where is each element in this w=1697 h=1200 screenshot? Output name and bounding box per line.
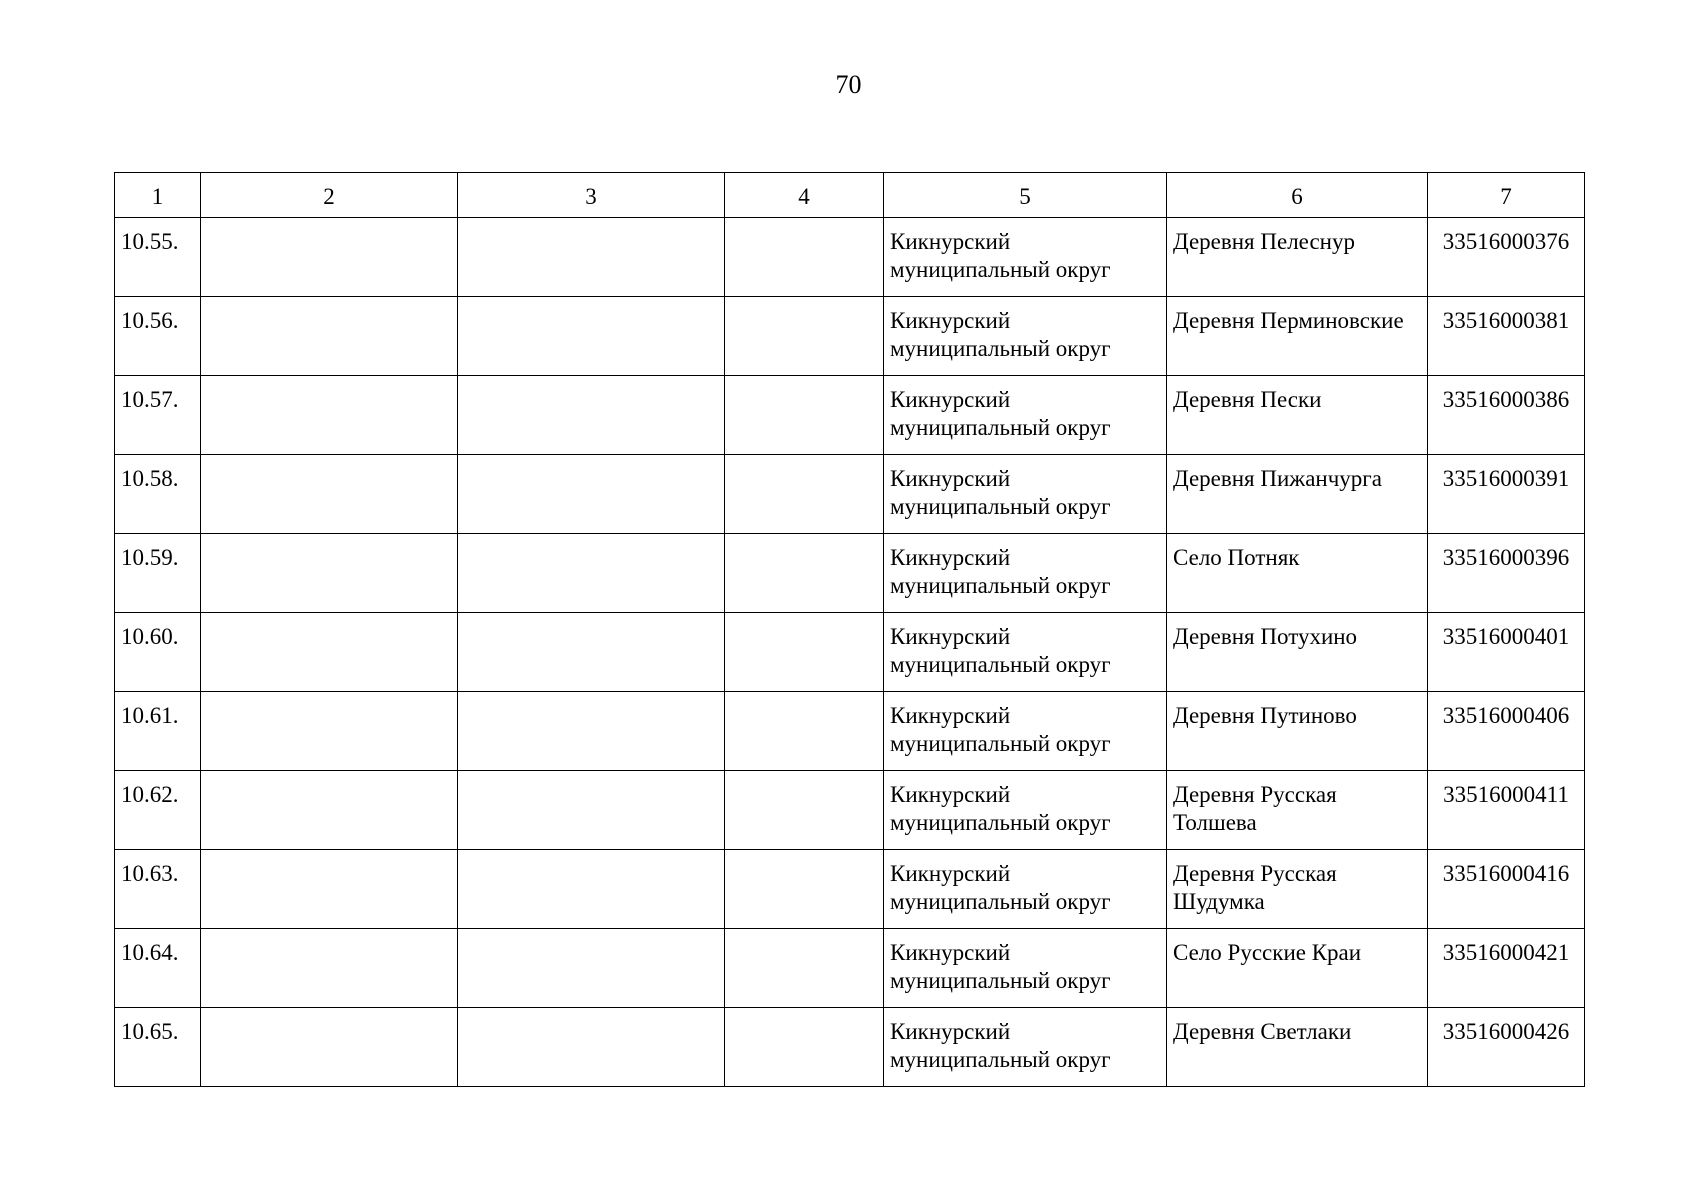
settlement-cell: Село Потняк (1167, 534, 1428, 613)
table-row (115, 297, 1585, 376)
header-col-1: 1 (115, 173, 201, 218)
header-col-6: 6 (1167, 173, 1428, 218)
cell-col-4 (725, 929, 884, 1008)
cell-col-2 (201, 613, 458, 692)
cell-col-3 (458, 1008, 725, 1087)
table-row (115, 455, 1585, 534)
cell-col-3 (458, 376, 725, 455)
district-cell: Кикнурский муниципальный округ (884, 1008, 1167, 1087)
header-col-7: 7 (1428, 173, 1585, 218)
district-cell: Кикнурский муниципальный округ (884, 929, 1167, 1008)
cell-col-4 (725, 376, 884, 455)
code-cell: 33516000396 (1428, 534, 1585, 613)
cell-col-2 (201, 1008, 458, 1087)
table-row (115, 929, 1585, 1008)
cell-col-3 (458, 218, 725, 297)
district-cell: Кикнурский муниципальный округ (884, 534, 1167, 613)
cell-col-2 (201, 771, 458, 850)
cell-col-3 (458, 692, 725, 771)
cell-col-3 (458, 613, 725, 692)
cell-col-3 (458, 929, 725, 1008)
row-number: 10.59. (115, 534, 201, 613)
settlement-cell: Деревня Пижанчурга (1167, 455, 1428, 534)
header-col-5: 5 (884, 173, 1167, 218)
code-cell: 33516000421 (1428, 929, 1585, 1008)
cell-col-3 (458, 850, 725, 929)
cell-col-3 (458, 771, 725, 850)
code-cell: 33516000411 (1428, 771, 1585, 850)
code-cell: 33516000391 (1428, 455, 1585, 534)
settlement-cell: Деревня Пески (1167, 376, 1428, 455)
cell-col-2 (201, 692, 458, 771)
code-cell: 33516000416 (1428, 850, 1585, 929)
header-row (115, 173, 1585, 218)
settlement-cell: Деревня Путиново (1167, 692, 1428, 771)
code-cell: 33516000406 (1428, 692, 1585, 771)
district-cell: Кикнурский муниципальный округ (884, 455, 1167, 534)
code-cell: 33516000401 (1428, 613, 1585, 692)
cell-col-4 (725, 613, 884, 692)
table-row (115, 850, 1585, 929)
cell-col-2 (201, 929, 458, 1008)
row-number: 10.64. (115, 929, 201, 1008)
row-number: 10.56. (115, 297, 201, 376)
header-col-3: 3 (458, 173, 725, 218)
district-cell: Кикнурский муниципальный округ (884, 771, 1167, 850)
table-row (115, 692, 1585, 771)
table-row (115, 1008, 1585, 1087)
row-number: 10.60. (115, 613, 201, 692)
table-row (115, 613, 1585, 692)
row-number: 10.61. (115, 692, 201, 771)
district-cell: Кикнурский муниципальный округ (884, 692, 1167, 771)
district-cell: Кикнурский муниципальный округ (884, 613, 1167, 692)
cell-col-4 (725, 297, 884, 376)
cell-col-2 (201, 297, 458, 376)
code-cell: 33516000426 (1428, 1008, 1585, 1087)
cell-col-3 (458, 534, 725, 613)
row-number: 10.55. (115, 218, 201, 297)
district-cell: Кикнурский муниципальный округ (884, 850, 1167, 929)
settlement-cell: Деревня Светлаки (1167, 1008, 1428, 1087)
settlement-cell: Деревня Пелеснур (1167, 218, 1428, 297)
settlement-cell: Деревня Потухино (1167, 613, 1428, 692)
header-col-2: 2 (201, 173, 458, 218)
page-number: 70 (835, 70, 862, 99)
settlement-cell: Деревня Русская Шудумка (1167, 850, 1428, 929)
cell-col-4 (725, 218, 884, 297)
cell-col-4 (725, 692, 884, 771)
cell-col-3 (458, 297, 725, 376)
table-row (115, 771, 1585, 850)
district-cell: Кикнурский муниципальный округ (884, 218, 1167, 297)
header-col-4: 4 (725, 173, 884, 218)
cell-col-2 (201, 218, 458, 297)
row-number: 10.62. (115, 771, 201, 850)
code-cell: 33516000376 (1428, 218, 1585, 297)
table-row (115, 534, 1585, 613)
district-cell: Кикнурский муниципальный округ (884, 297, 1167, 376)
table-row (115, 218, 1585, 297)
cell-col-2 (201, 376, 458, 455)
cell-col-4 (725, 850, 884, 929)
table-body (115, 218, 1585, 1087)
cell-col-2 (201, 455, 458, 534)
district-cell: Кикнурский муниципальный округ (884, 376, 1167, 455)
row-number: 10.57. (115, 376, 201, 455)
code-cell: 33516000381 (1428, 297, 1585, 376)
cell-col-2 (201, 850, 458, 929)
row-number: 10.65. (115, 1008, 201, 1087)
table-header (115, 173, 1585, 218)
cell-col-4 (725, 455, 884, 534)
registry-table (114, 172, 1585, 1087)
cell-col-2 (201, 534, 458, 613)
cell-col-4 (725, 1008, 884, 1087)
cell-col-3 (458, 455, 725, 534)
cell-col-4 (725, 771, 884, 850)
row-number: 10.58. (115, 455, 201, 534)
cell-col-4 (725, 534, 884, 613)
table-row (115, 376, 1585, 455)
settlement-cell: Село Русские Краи (1167, 929, 1428, 1008)
settlement-cell: Деревня Русская Толшева (1167, 771, 1428, 850)
code-cell: 33516000386 (1428, 376, 1585, 455)
row-number: 10.63. (115, 850, 201, 929)
settlement-cell: Деревня Перминовские (1167, 297, 1428, 376)
